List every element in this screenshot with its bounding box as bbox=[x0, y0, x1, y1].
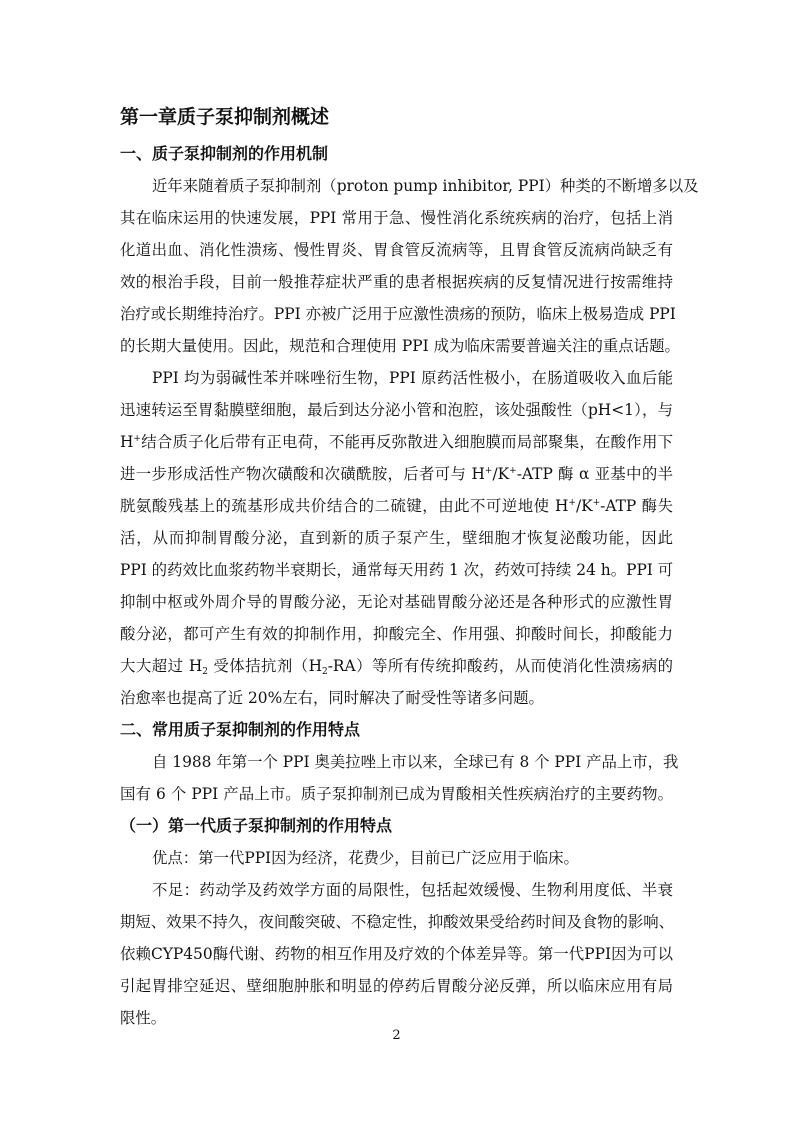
paragraph-line: 活，从而抑制胃酸分泌，直到新的质子泵产生，壁细胞才恢复泌酸功能，因此 bbox=[120, 529, 673, 547]
paragraph-line: 自 1988 年第一个 PPI 奥美拉唑上市以来，全球已有 8 个 PPI 产品上市，我 bbox=[152, 753, 679, 771]
paragraph-line: 引起胃排空延迟、壁细胞肿胀和明显的停药后胃酸分泌反弹，所以临床应用有局 bbox=[120, 977, 673, 995]
paragraph-line bbox=[120, 430, 673, 454]
paragraph-line: 其在临床运用的快速发展，PPI 常用于急、慢性消化系统疾病的治疗，包括上消 bbox=[120, 209, 673, 227]
paragraph-line: 不足：药动学及药效学方面的局限性，包括起效缓慢、生物利用度低、半衰 bbox=[152, 881, 673, 899]
superscript: + bbox=[133, 434, 141, 444]
chapter-title: 第一章质子泵抑制剂概述 bbox=[120, 106, 330, 128]
paragraph-line: 化道出血、消化性溃疡、慢性胃炎、胃食管反流病等，且胃食管反流病尚缺乏有 bbox=[120, 241, 673, 259]
paragraph-line: 的长期大量使用。因此，规范和合理使用 PPI 成为临床需要普遍关注的重点话题。 bbox=[120, 337, 680, 355]
superscript: + bbox=[484, 466, 493, 476]
paragraph-line: 效的根治手段，目前一般推荐症状严重的患者根据疾病的反复情况进行按需维持 bbox=[120, 273, 673, 291]
paragraph-line: 迅速转运至胃黏膜壁细胞，最后到达分泌小管和泡腔，该处强酸性（pH<1），与 bbox=[120, 401, 673, 419]
paragraph-line bbox=[120, 494, 673, 518]
subsection-heading-first-generation: （一）第一代质子泵抑制剂的作用特点 bbox=[120, 816, 393, 835]
superscript: + bbox=[509, 466, 517, 476]
paragraph-line bbox=[120, 462, 673, 486]
text-run: 结合质子化后带有正电荷，不能再反弥散进入细胞膜而局部聚集，在酸作用下 bbox=[140, 433, 673, 451]
text-run: -RA）等所有传统抑酸药，从而使消化性溃疡病的 bbox=[327, 657, 673, 675]
paragraph-line: 酸分泌，都可产生有效的抑制作用，抑酸完全、作用强、抑酸时间长，抑酸能力 bbox=[120, 625, 673, 643]
paragraph-line: 抑制中枢或外周介导的胃酸分泌，无论对基础胃酸分泌还是各种形式的应激性胃 bbox=[120, 593, 673, 611]
text-run: H bbox=[120, 433, 134, 451]
superscript: + bbox=[568, 498, 576, 508]
paragraph-line: 优点：第一代PPI因为经济，花费少，目前已广泛应用于临床。 bbox=[152, 849, 579, 867]
paragraph-line: 治愈率也提高了近 20%左右，同时解决了耐受性等诸多问题。 bbox=[120, 689, 544, 707]
section-heading-characteristics: 二、常用质子泵抑制剂的作用特点 bbox=[120, 720, 361, 739]
text-run: 大大超过 H bbox=[120, 657, 203, 675]
paragraph-line bbox=[120, 654, 673, 678]
paragraph-line: 治疗或长期维持治疗。PPI 亦被广泛用于应激性溃疡的预防，临床上极易造成 PPI bbox=[120, 305, 676, 323]
subscript: 2 bbox=[202, 667, 208, 677]
subscript: 2 bbox=[322, 667, 328, 677]
paragraph-line: 期短、效果不持久，夜间酸突破、不稳定性，抑酸效果受给药时间及食物的影响、 bbox=[120, 913, 675, 931]
superscript: + bbox=[592, 498, 601, 508]
page-number: 2 bbox=[392, 1028, 401, 1043]
paragraph-line: 近年来随着质子泵抑制剂（proton pump inhibitor, PPI）种类的不断增多以及 bbox=[152, 177, 699, 195]
text-run: 胱氨酸残基上的巯基形成共价结合的二硫键，由此不可逆地使 H bbox=[120, 497, 569, 515]
text-run: /K bbox=[492, 465, 510, 483]
paragraph-line: 限性。 bbox=[120, 1009, 167, 1027]
paragraph-line: PPI 的药效比血浆药物半衰期长，通常每天用药 1 次，药效可持续 24 h。PPI 可 bbox=[120, 561, 674, 579]
paragraph-line: 依赖CYP450酶代谢、药物的相互作用及疗效的个体差异等。第一代PPI因为可以 bbox=[120, 945, 673, 963]
text-run: 进一步形成活性产物次磺酸和次磺酰胺，后者可与 H bbox=[120, 465, 485, 483]
text-run: -ATP 酶失 bbox=[600, 497, 673, 515]
paragraph-line: 国有 6 个 PPI 产品上市。质子泵抑制剂已成为胃酸相关性疾病治疗的主要药物。 bbox=[120, 785, 673, 803]
text-run: -ATP 酶 α 亚基中的半 bbox=[516, 465, 673, 483]
text-run: 受体拮抗剂（H bbox=[208, 657, 322, 675]
text-run: /K bbox=[575, 497, 593, 515]
section-heading-mechanism: 一、质子泵抑制剂的作用机制 bbox=[120, 144, 329, 163]
paragraph-line: PPI 均为弱碱性苯并咪唑衍生物，PPI 原药活性极小，在肠道吸收入血后能 bbox=[152, 369, 673, 387]
